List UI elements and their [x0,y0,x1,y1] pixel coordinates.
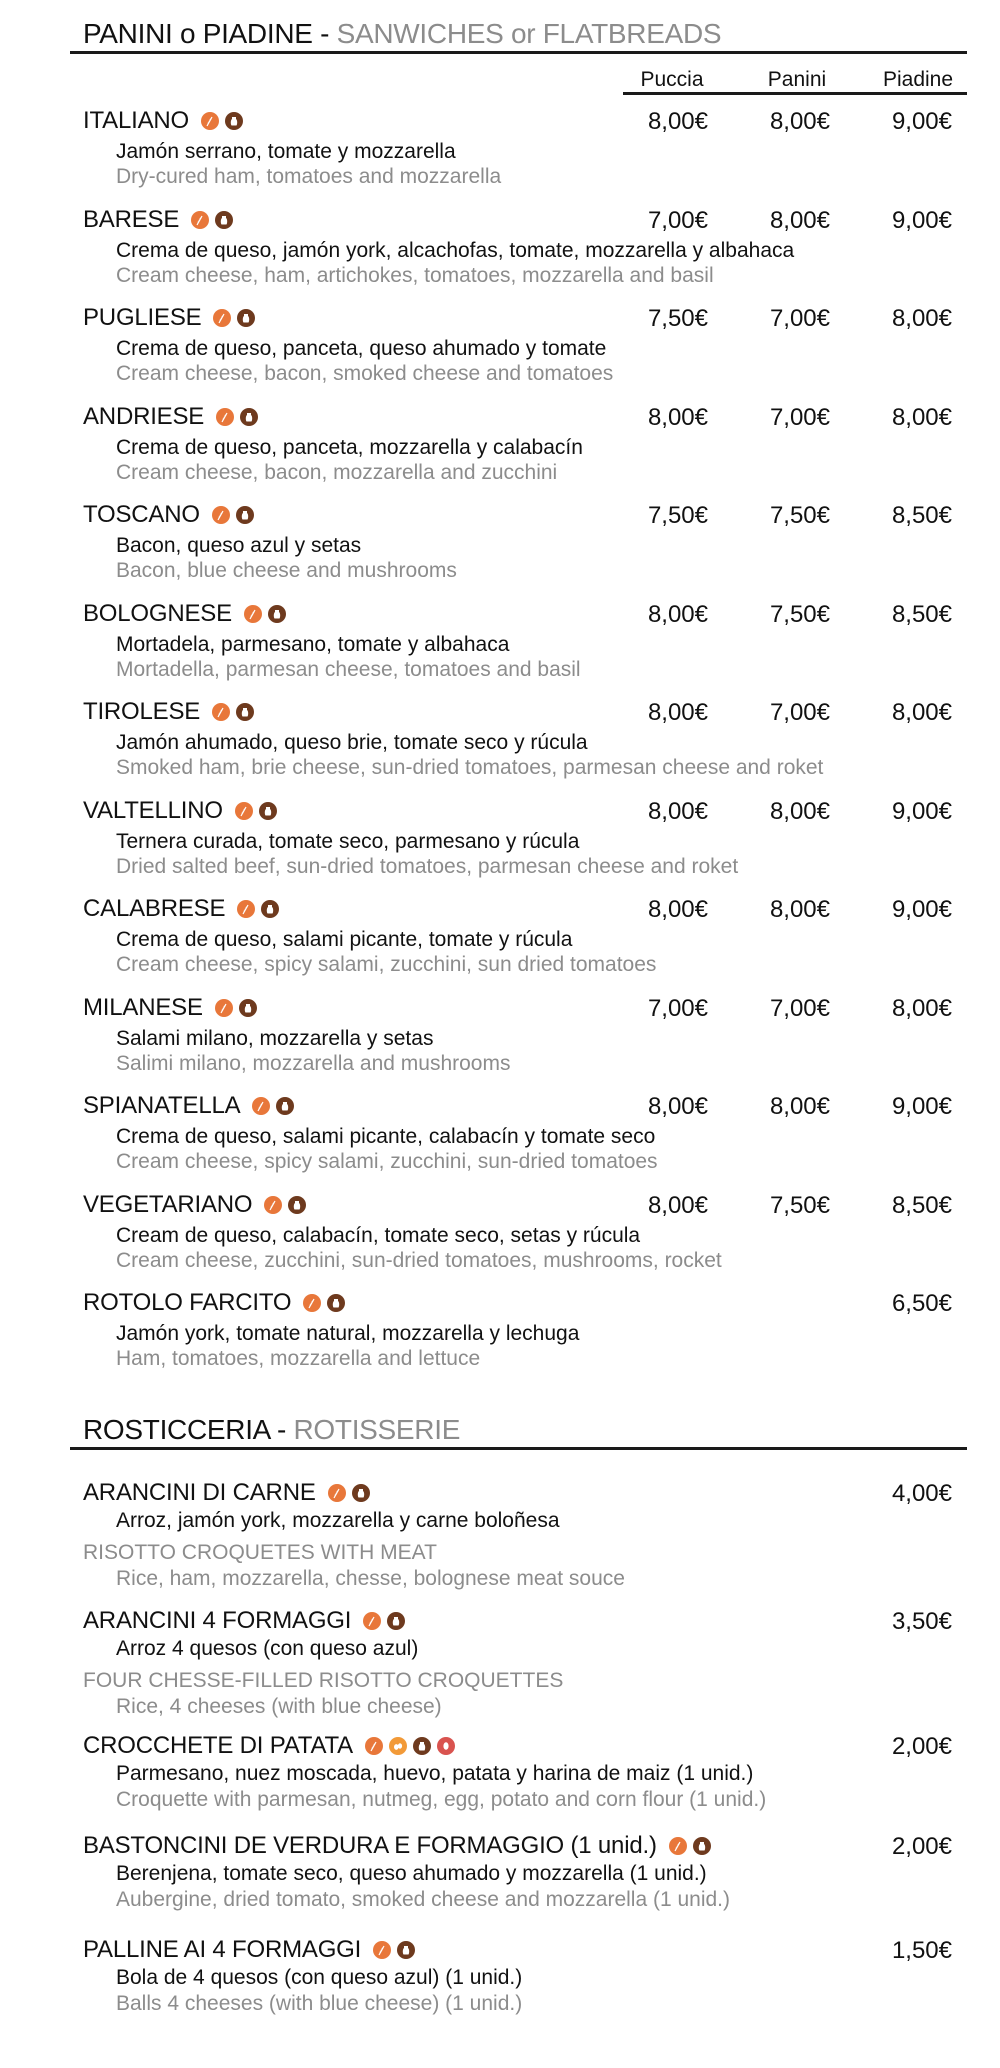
wheat-icon [303,1294,321,1312]
item-description-en: Cream cheese, spicy salami, zucchini, sun-dried tomatoes [116,1150,658,1173]
allergen-icons [212,506,254,524]
menu-item-name [83,599,286,627]
price-panini: 7,00€ [769,403,830,431]
item-description-en: Bacon, blue cheese and mushrooms [116,559,457,582]
price-piadine: 8,50€ [891,502,952,529]
column-header-divider [623,92,967,95]
menu-item-name [83,205,233,233]
price-puccia: 7,50€ [647,502,708,529]
wheat-icon [191,211,209,229]
item-description-es: Crema de queso, panceta, mozzarella y calabacín [116,435,583,459]
item-description-es: Salami milano, mozzarella y setas [116,1026,434,1050]
item-description-es: Crema de queso, panceta, queso ahumado y tomate [116,337,607,360]
rosticceria-section-title [83,1416,460,1444]
item-description-en: Cream cheese, bacon, mozzarella and zucchini [116,460,558,484]
price-piadine: 8,00€ [891,305,952,332]
item-name-text: ARANCINI DI CARNE [83,1479,316,1506]
price-piadine: 8,00€ [891,403,952,431]
item-name-text: ITALIANO [83,107,189,134]
allergen-icons [669,1837,711,1855]
menu-item-name [83,402,258,430]
menu-item-name [83,1481,370,1505]
allergen-icons [191,211,233,229]
panini-section-title [83,20,721,48]
milk-jug-icon [259,802,277,820]
allergen-icons [201,112,243,130]
menu-item-name [83,1834,711,1858]
price-panini: 7,50€ [769,502,830,529]
item-description-es: Arroz, jamón york, mozzarella y carne boloñesa [116,1509,560,1532]
wheat-icon [363,1612,381,1630]
price-panini: 7,00€ [769,305,830,332]
price-panini: 8,00€ [769,797,830,825]
milk-jug-icon [387,1612,405,1630]
item-description-es: Cream de queso, calabacín, tomate seco, setas y rúcula [116,1223,641,1247]
item-name-text: PUGLIESE [83,304,202,331]
item-description-en: Dry-cured ham, tomatoes and mozzarella [116,165,502,188]
item-description-en: Cream cheese, zucchini, sun-dried tomatoes, mushrooms, rocket [116,1248,722,1272]
menu-item-name [83,796,277,824]
milk-jug-icon [240,408,258,426]
wheat-icon [216,408,234,426]
wheat-icon [252,1097,270,1115]
wheat-icon [215,999,233,1017]
menu-item-name [83,503,254,527]
price-panini: 7,50€ [769,1191,830,1219]
item-description-es: Jamón serrano, tomate y mozzarella [116,140,456,163]
milk-jug-icon [397,1941,415,1959]
milk-jug-icon [276,1097,294,1115]
milk-jug-icon [215,211,233,229]
allergen-icons [328,1484,370,1502]
item-name-text: ARANCINI 4 FORMAGGI [83,1607,352,1634]
column-header-panini: Panini [767,68,827,91]
item-description-es: Berenjena, tomate seco, queso ahumado y mozzarella (1 unid.) [116,1862,707,1885]
milk-jug-icon [225,112,243,130]
price-puccia: 8,00€ [647,108,708,135]
price-panini: 7,50€ [769,600,830,628]
menu-item-name [83,1190,306,1218]
wheat-icon [212,703,230,721]
eggs-icon [389,1737,407,1755]
milk-jug-icon [327,1294,345,1312]
price-piadine: 9,00€ [891,896,952,923]
price-puccia: 8,00€ [647,403,708,431]
menu-item-name [83,1291,345,1315]
allergen-icons [373,1941,415,1959]
item-description-es: Mortadela, parmesano, tomate y albahaca [116,632,510,656]
price-puccia: 8,00€ [647,600,708,628]
allergen-icons [303,1294,345,1312]
price-puccia: 8,00€ [647,1191,708,1219]
price-puccia: 7,00€ [647,994,708,1022]
price-piadine: 9,00€ [891,1093,952,1120]
item-description-es: Jamón ahumado, queso brie, tomate seco y rúcula [116,731,588,754]
milk-jug-icon [693,1837,711,1855]
price-puccia: 8,00€ [647,797,708,825]
item-price: 4,00€ [891,1480,952,1507]
item-description-es: Bola de 4 quesos (con queso azul) (1 unid.) [116,1966,523,1989]
item-price: 2,00€ [891,1733,952,1760]
wheat-icon [328,1484,346,1502]
allergen-icons [264,1196,306,1214]
menu-item-name [83,306,255,330]
item-name-text: CROCCHETE DI PATATA [83,1732,353,1759]
item-description-en: Cream cheese, spicy salami, zucchini, sun dried tomatoes [116,953,657,976]
milk-jug-icon [413,1737,431,1755]
wheat-icon [373,1941,391,1959]
menu-item-name [83,700,254,724]
item-description-en: Dried salted beef, sun-dried tomatoes, parmesan cheese and roket [116,854,739,878]
item-name-text: ROTOLO FARCITO [83,1289,292,1316]
menu-item-name [83,1094,294,1118]
wheat-icon [264,1196,282,1214]
item-name-text: BASTONCINI DE VERDURA E FORMAGGIO (1 unid.) [83,1832,657,1859]
milk-jug-icon [288,1196,306,1214]
rosticceria-title-main: ROSTICCERIA - [83,1414,294,1445]
menu-item-name [83,993,257,1021]
item-description-es: Crema de queso, jamón york, alcachofas, tomate, mozzarella y albahaca [116,238,795,262]
milk-jug-icon [261,900,279,918]
item-name-en: FOUR CHESSE-FILLED RISOTTO CROQUETTES [83,1669,564,1692]
item-description-es: Jamón york, tomate natural, mozzarella y lechuga [116,1322,580,1345]
allergen-icons [235,802,277,820]
menu-item-name [83,1734,455,1758]
item-price: 3,50€ [891,1608,952,1635]
panini-title-main: PANINI o PIADINE - [83,18,337,49]
price-puccia: 8,00€ [647,1093,708,1120]
menu-item-name [83,109,243,133]
price-piadine: 8,50€ [891,600,952,628]
allergen-icons [365,1737,455,1755]
panini-title-english: SANWICHES or FLATBREADS [336,18,722,49]
price-panini: 8,00€ [769,1093,830,1120]
item-description-es: Crema de queso, salami picante, tomate y rúcula [116,928,573,951]
price-piadine: 9,00€ [891,206,952,234]
item-name-text: BARESE [83,205,180,233]
price-puccia: 7,50€ [647,305,708,332]
panini-section-divider [70,51,967,54]
menu-item-name [83,1938,415,1962]
allergen-icons [363,1612,405,1630]
milk-jug-icon [236,703,254,721]
allergen-icons [252,1097,294,1115]
item-description-es: Arroz 4 quesos (con queso azul) [116,1637,419,1660]
wheat-icon [212,506,230,524]
wheat-icon [237,900,255,918]
item-description-en: Balls 4 cheeses (with blue cheese) (1 unid.) [116,1992,523,2015]
column-header-puccia: Puccia [640,68,704,91]
item-name-en: RISOTTO CROQUETES WITH MEAT [83,1541,437,1564]
item-description-es: Crema de queso, salami picante, calabacín y tomate seco [116,1125,656,1148]
allergen-icons [216,408,258,426]
menu-item-name [83,897,279,921]
item-name-text: MILANESE [83,993,203,1021]
item-description-en: Ham, tomatoes, mozzarella and lettuce [116,1347,481,1370]
price-puccia: 8,00€ [647,699,708,726]
item-description-es: Parmesano, nuez moscada, huevo, patata y harina de maiz (1 unid.) [116,1762,754,1785]
item-description-en: Mortadella, parmesan cheese, tomatoes and basil [116,657,581,681]
price-piadine: 8,50€ [891,1191,952,1219]
rosticceria-section-divider [70,1447,967,1450]
allergen-icons [212,703,254,721]
price-panini: 7,00€ [769,994,830,1022]
item-description-en: Cream cheese, ham, artichokes, tomatoes, mozzarella and basil [116,263,714,287]
item-description-es: Ternera curada, tomate seco, parmesano y rúcula [116,829,580,853]
item-description-en: Smoked ham, brie cheese, sun-dried tomatoes, parmesan cheese and roket [116,756,824,779]
wheat-icon [365,1737,383,1755]
item-name-text: BOLOGNESE [83,599,232,627]
milk-jug-icon [236,506,254,524]
item-description-en: Rice, 4 cheeses (with blue cheese) [116,1695,442,1718]
rosticceria-title-english: ROTISSERIE [293,1414,461,1445]
price-panini: 7,00€ [769,699,830,726]
price-piadine: 6,50€ [891,1290,952,1317]
item-description-en: Cream cheese, bacon, smoked cheese and tomatoes [116,362,614,385]
allergen-icons [213,309,255,327]
item-name-text: VEGETARIANO [83,1190,253,1218]
item-description-es: Bacon, queso azul y setas [116,534,362,557]
allergen-icons [244,605,286,623]
price-piadine: 9,00€ [891,797,952,825]
allergen-icons [237,900,279,918]
item-price: 1,50€ [891,1937,952,1964]
milk-jug-icon [239,999,257,1017]
milk-jug-icon [237,309,255,327]
milk-jug-icon [352,1484,370,1502]
price-panini: 8,00€ [769,108,830,135]
item-name-text: TOSCANO [83,501,200,528]
wheat-icon [669,1837,687,1855]
wheat-icon [235,802,253,820]
column-header-piadine: Piadine [882,68,954,91]
price-puccia: 8,00€ [647,896,708,923]
price-piadine: 8,00€ [891,699,952,726]
price-piadine: 8,00€ [891,994,952,1022]
milk-jug-icon [268,605,286,623]
item-description-en: Croquette with parmesan, nutmeg, egg, potato and corn flour (1 unid.) [116,1788,767,1811]
wheat-icon [213,309,231,327]
red-allergen-icon [437,1737,455,1755]
item-price: 2,00€ [891,1833,952,1860]
price-puccia: 7,00€ [647,206,708,234]
price-piadine: 9,00€ [891,108,952,135]
item-name-text: TIROLESE [83,698,201,725]
item-name-text: ANDRIESE [83,402,205,430]
item-name-text: VALTELLINO [83,796,223,824]
item-name-text: CALABRESE [83,895,226,922]
item-description-en: Salimi milano, mozzarella and mushrooms [116,1051,511,1075]
menu-item-name [83,1609,405,1633]
item-name-text: SPIANATELLA [83,1092,241,1119]
price-panini: 8,00€ [769,896,830,923]
wheat-icon [244,605,262,623]
item-description-en: Rice, ham, mozzarella, chesse, bolognese meat souce [116,1567,625,1590]
price-panini: 8,00€ [769,206,830,234]
item-name-text: PALLINE AI 4 FORMAGGI [83,1936,362,1963]
allergen-icons [215,999,257,1017]
wheat-icon [201,112,219,130]
item-description-en: Aubergine, dried tomato, smoked cheese and mozzarella (1 unid.) [116,1888,731,1911]
